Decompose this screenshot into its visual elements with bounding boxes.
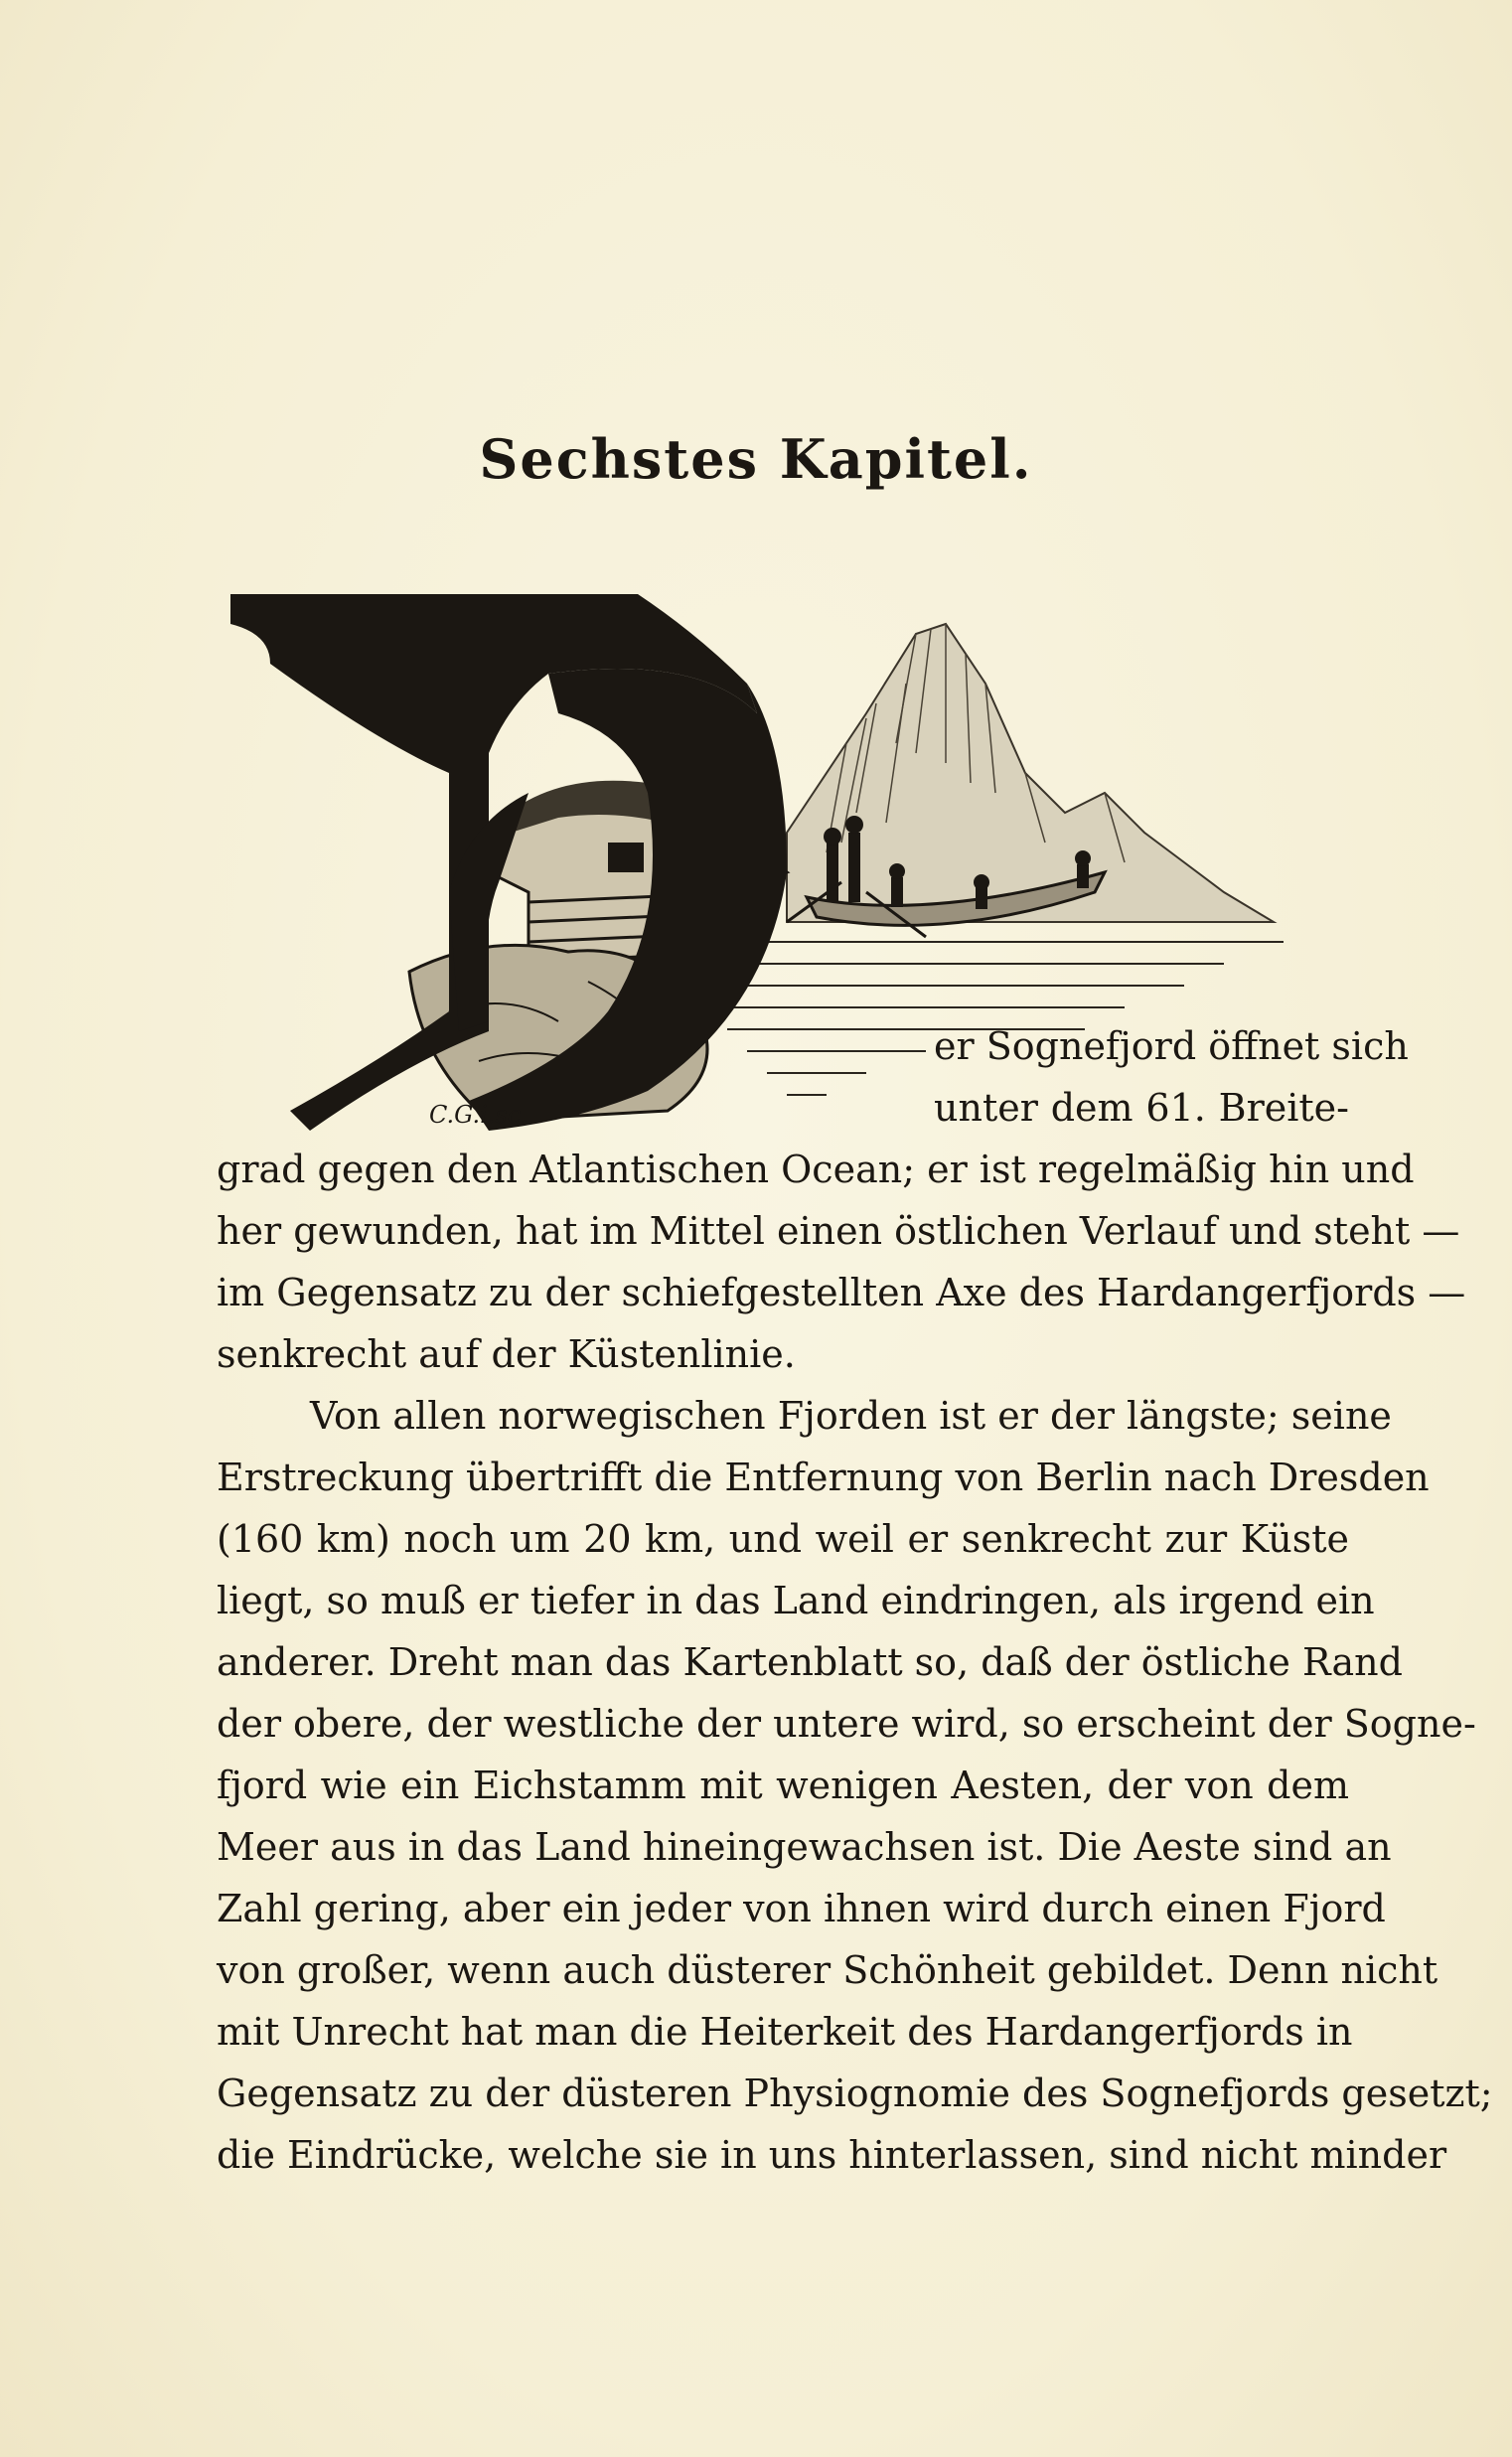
- text-line: die Eindrücke, welche sie in uns hinterlassen, sind nicht minder: [217, 2133, 1447, 2177]
- text-line: mit Unrecht hat man die Heiterkeit des Hardangerfjords in: [217, 2010, 1353, 2054]
- text-line: grad gegen den Atlantischen Ocean; er ist regelmäßig hin und: [217, 1148, 1415, 1191]
- text-line: er Sognefjord öffnet sich: [934, 1024, 1409, 1068]
- chapter-title: Sechstes Kapitel.: [479, 427, 1033, 491]
- text-line: unter dem 61. Breite-: [934, 1086, 1349, 1130]
- illustration-signature: C.G.i.sc.: [429, 1101, 529, 1129]
- text-line: fjord wie ein Eichstamm mit wenigen Aesten, der von dem: [217, 1764, 1349, 1807]
- text-line: (160 km) noch um 20 km, und weil er senkrecht zur Küste: [217, 1517, 1349, 1561]
- text-line: Gegensatz zu der düsteren Physiognomie des Sognefjords gesetzt;: [217, 2072, 1493, 2115]
- text-line: her gewunden, hat im Mittel einen östlichen Verlauf und steht —: [217, 1209, 1460, 1253]
- text-line: senkrecht auf der Küstenlinie.: [217, 1332, 796, 1376]
- text-line: im Gegensatz zu der schiefgestellten Axe des Hardangerfjords —: [217, 1271, 1466, 1314]
- text-line: Zahl gering, aber ein jeder von ihnen wird durch einen Fjord: [217, 1887, 1386, 1930]
- text-line: von großer, wenn auch düsterer Schönheit gebildet. Denn nicht: [217, 1948, 1438, 1992]
- text-line: Meer aus in das Land hineingewachsen ist. Die Aeste sind an: [217, 1825, 1392, 1869]
- text-line: liegt, so muß er tiefer in das Land eindringen, als irgend ein: [217, 1579, 1375, 1622]
- text-line: anderer. Dreht man das Kartenblatt so, daß der östliche Rand: [217, 1640, 1403, 1684]
- text-line: Von allen norwegischen Fjorden ist er der längste; seine: [310, 1394, 1392, 1438]
- text-line: Erstreckung übertrifft die Entfernung von Berlin nach Dresden: [217, 1456, 1430, 1499]
- text-line: der obere, der westliche der untere wird, so erscheint der Sogne-: [217, 1702, 1476, 1746]
